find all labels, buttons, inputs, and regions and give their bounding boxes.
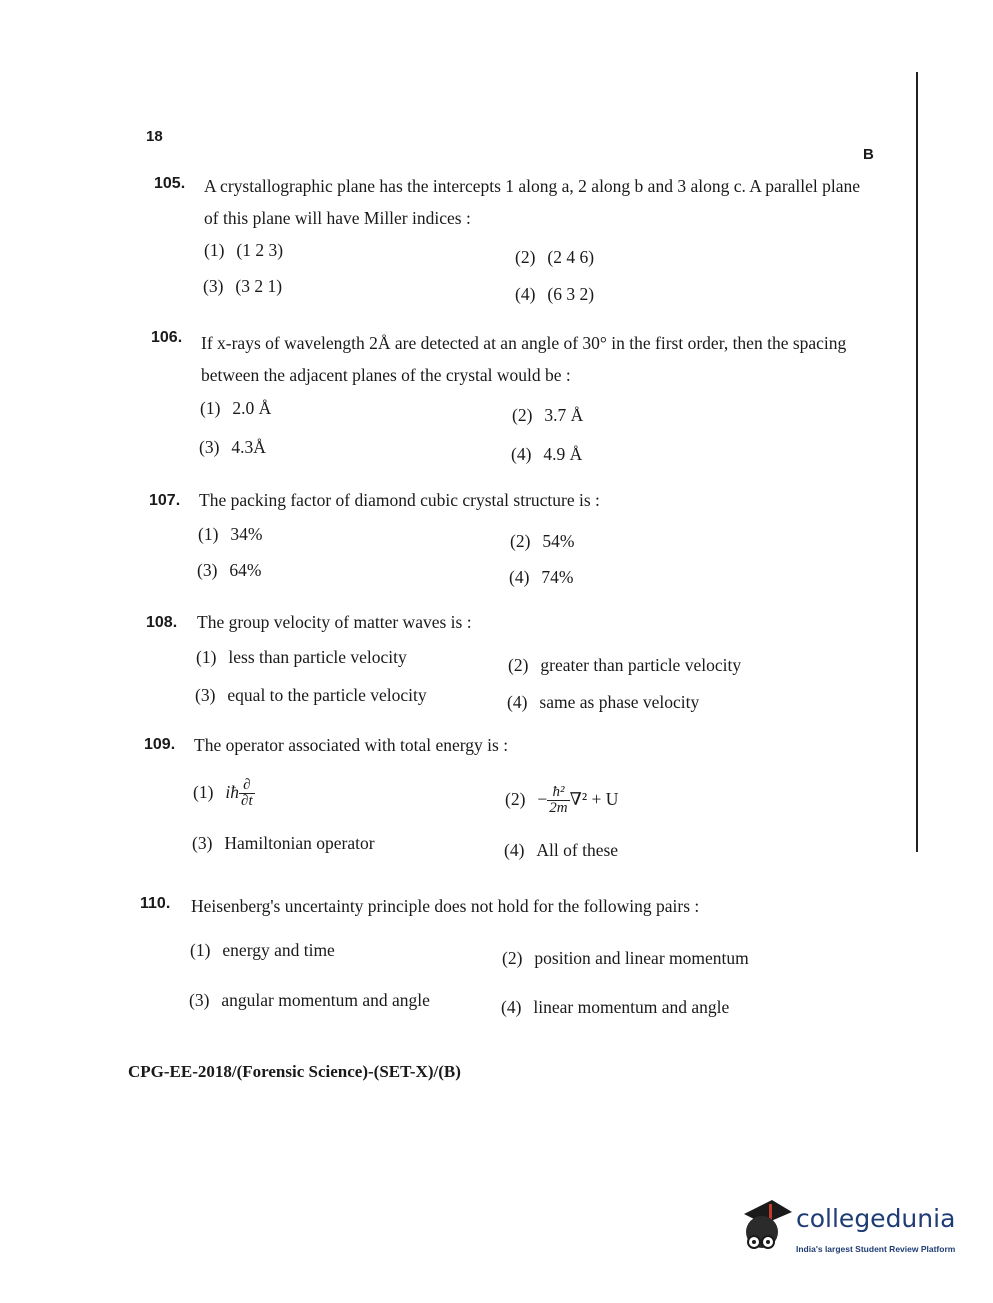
- question-text: Heisenberg's uncertainty principle does not hold for the following pairs :: [191, 896, 700, 916]
- option-2[interactable]: (2) position and linear momentum: [502, 948, 749, 968]
- question-number: 106.: [151, 329, 183, 346]
- option-4[interactable]: (4) same as phase velocity: [507, 692, 700, 712]
- option-1[interactable]: (1) 2.0 Å: [200, 398, 272, 418]
- footer-code: CPG-EE-2018/(Forensic Science)-(SET-X)/(B): [128, 1062, 461, 1081]
- option-1[interactable]: (1) less than particle velocity: [196, 647, 407, 667]
- question-text: A crystallographic plane has the intercepts 1 along a, 2 along b and 3 along c. A parallel plane of this plane will have Miller indices :: [204, 176, 861, 228]
- option-2[interactable]: (2) − $\frac{\text{ħ²}}{2m}$ ∇² + U: [505, 784, 619, 817]
- option-3[interactable]: (3) (3 2 1): [203, 276, 283, 296]
- question-text: The packing factor of diamond cubic crystal structure is :: [199, 490, 600, 510]
- collegedunia-logo: [738, 1198, 963, 1264]
- logo-wordmark: collegedunia: [796, 1204, 956, 1233]
- question-text: The operator associated with total energy is :: [194, 735, 509, 755]
- question-number: 109.: [144, 736, 176, 753]
- margin-rule: [916, 72, 918, 852]
- partial-derivative-fraction: $\frac{\partial}{\partial t}$: [241, 777, 253, 810]
- option-1[interactable]: (1) iħ $\frac{\partial}{\partial t}$: [193, 777, 253, 810]
- option-4[interactable]: (4) (6 3 2): [515, 284, 595, 304]
- option-4[interactable]: (4) All of these: [504, 840, 619, 860]
- option-4[interactable]: (4) 4.9 Å: [511, 444, 583, 464]
- option-1[interactable]: (1) 34%: [198, 524, 263, 544]
- option-4[interactable]: (4) 74%: [509, 567, 574, 587]
- option-2[interactable]: (2) (2 4 6): [515, 247, 595, 267]
- option-3[interactable]: (3) equal to the particle velocity: [195, 685, 427, 705]
- set-code: B: [863, 146, 874, 163]
- question-text: If x-rays of wavelength 2Å are detected at an angle of 30° in the first order, then the spacing between the adjacent planes of the crystal would be :: [201, 333, 847, 385]
- mascot-icon: [738, 1198, 794, 1258]
- question-text: The group velocity of matter waves is :: [197, 612, 472, 632]
- option-2[interactable]: (2) 3.7 Å: [512, 405, 584, 425]
- option-1[interactable]: (1) energy and time: [190, 940, 335, 960]
- option-3[interactable]: (3) angular momentum and angle: [189, 990, 430, 1010]
- option-3[interactable]: (3) 4.3Å: [199, 437, 266, 457]
- question-number: 105.: [154, 175, 186, 192]
- question-number: 108.: [146, 614, 178, 631]
- logo-tagline: India's largest Student Review Platform: [796, 1244, 956, 1254]
- hbar-squared-fraction: $\frac{\text{ħ²}}{2m}$: [549, 784, 568, 817]
- option-2[interactable]: (2) 54%: [510, 531, 575, 551]
- option-2[interactable]: (2) greater than particle velocity: [508, 655, 742, 675]
- option-3[interactable]: (3) 64%: [197, 560, 262, 580]
- option-1[interactable]: (1) (1 2 3): [204, 240, 284, 260]
- question-number: 107.: [149, 492, 181, 509]
- option-4[interactable]: (4) linear momentum and angle: [501, 997, 730, 1017]
- page-number: 18: [146, 128, 163, 145]
- question-number: 110.: [140, 895, 171, 912]
- option-3[interactable]: (3) Hamiltonian operator: [192, 833, 375, 853]
